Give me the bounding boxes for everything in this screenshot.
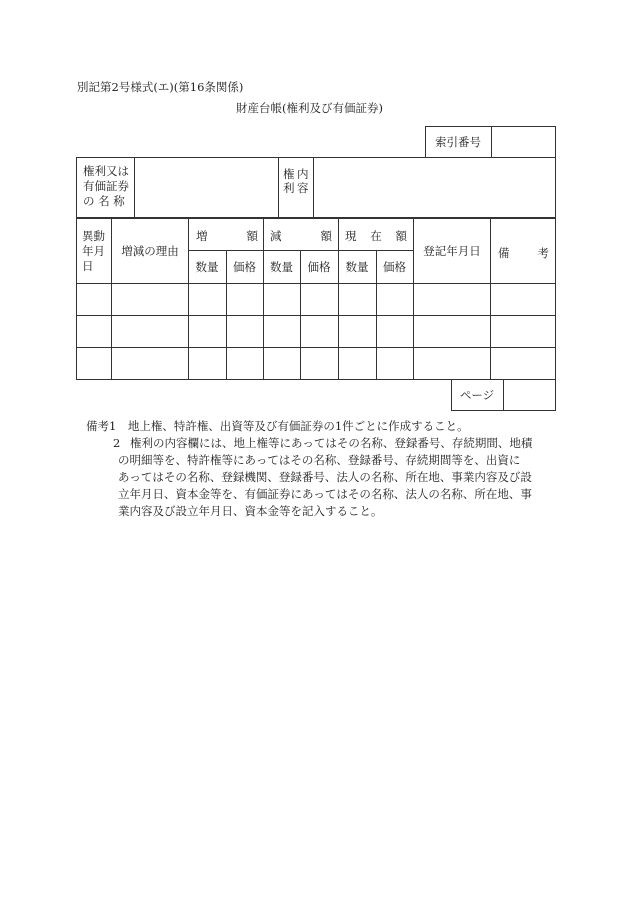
header-reason: 増減の理由: [121, 243, 179, 258]
page-label: ページ: [459, 388, 495, 402]
content-label-col1: 権 利: [283, 167, 295, 195]
header-registration-date: 登記年月日: [423, 243, 481, 258]
table-row: [76, 347, 556, 380]
note-1: 備考1 地上権、特許権、出資等及び有価証券の1件ごとに作成すること。: [86, 419, 469, 433]
note-2-number: 2: [113, 436, 121, 450]
name-field[interactable]: [135, 158, 278, 217]
note-2-line-1: 権利の内容欄には、地上権等にあってはその名称、登録番号、存続期間、地積: [130, 436, 533, 450]
note-2-line-5: 業内容及び設立年月日、資本金等を記入すること。: [118, 504, 383, 518]
page-title: 財産台帳(権利及び有価証券): [236, 101, 383, 115]
table-row: [76, 283, 556, 315]
header-current: 現 在 額: [345, 229, 407, 243]
content-label-col2: 内 容: [297, 167, 309, 195]
header-decrease-price: 価格: [307, 260, 331, 274]
note-2-line-3: あってはその名称、登録機関、登録番号、法人の名称、所在地、事業内容及び設: [118, 470, 532, 484]
header-current-price: 価格: [383, 260, 406, 274]
header-decrease-quantity: 数量: [270, 260, 293, 274]
index-number-field[interactable]: [491, 126, 556, 158]
header-decrease: 減 額: [270, 229, 332, 243]
form-label: 別記第2号様式(エ)(第16条関係): [77, 80, 244, 94]
content-field[interactable]: [314, 158, 555, 217]
header-change-date: 異動 年月 日: [82, 229, 105, 273]
header-increase-price: 価格: [233, 260, 256, 274]
note-2-line-4: 立年月日、資本金等を、有価証券にあってはその名称、法人の名称、所在地、事: [118, 487, 532, 501]
header-increase-quantity: 数量: [195, 260, 219, 274]
page-number-field[interactable]: [503, 379, 556, 411]
index-number-label: 索引番号: [435, 135, 481, 149]
header-increase: 増 額: [196, 229, 258, 243]
name-label: 権利又は 有価証券 の 名 称: [83, 164, 129, 208]
header-remarks: 備 考: [498, 246, 549, 260]
table-row: [76, 315, 556, 347]
header-current-quantity: 数量: [345, 260, 369, 274]
note-2-line-2: の明細等を、特許権等にあってはその名称、登録番号、存続期間等を、出資に: [118, 453, 521, 467]
